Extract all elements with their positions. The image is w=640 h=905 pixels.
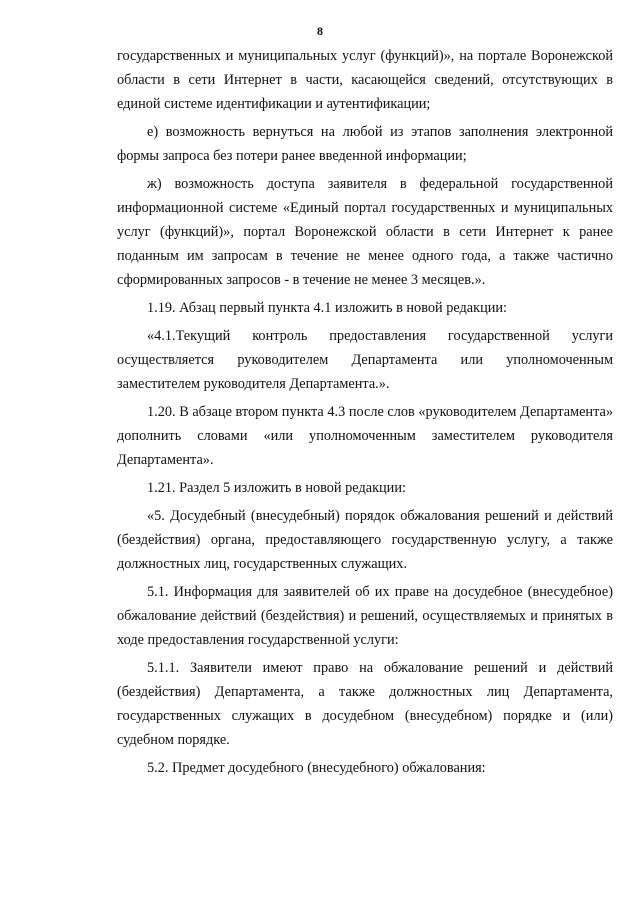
paragraph-4-1-text: «4.1.Текущий контроль предоставления государственной услуги осуществляется руководителем Департамента или уполномоченным заместителем руководителя Департамента.».	[117, 328, 613, 392]
document-body	[117, 44, 613, 784]
paragraph-1-20: 1.20. В абзаце втором пункта 4.3 после слов «руководителем Департамента» дополнить словами «или уполномоченным заместителем руководителя Департамента».	[117, 404, 613, 468]
paragraph-1-19: 1.19. Абзац первый пункта 4.1 изложить в новой редакции:	[147, 300, 508, 316]
paragraph-continuation: государственных и муниципальных услуг (функций)», на портале Воронежской области в сети Интернет в части, касающейся сведений, отсутствующих в единой системе идентификации и аутентификации;	[117, 48, 613, 112]
paragraph-section-5-title: «5. Досудебный (внесудебный) порядок обжалования решений и действий (бездействия) органа, предоставляющего государственную услугу, а также должностных лиц, государственных служащих.	[117, 508, 613, 572]
paragraph-5-1-1: 5.1.1. Заявители имеют право на обжалование решений и действий (бездействия) Департамента, а также должностных лиц Департамента, государственных служащих в досудебном (внесудебном) порядке и (или) судебном порядке.	[117, 660, 613, 748]
page-number: 8	[317, 24, 323, 38]
paragraph-5-1: 5.1. Информация для заявителей об их праве на досудебное (внесудебное) обжалование действий (бездействия) и решений, осуществляемых и принятых в ходе предоставления государственной услуги:	[117, 584, 613, 648]
paragraph-5-2: 5.2. Предмет досудебного (внесудебного) обжалования:	[147, 760, 486, 776]
paragraph-item-zh: ж) возможность доступа заявителя в федеральной государственной информационной системе «Единый портал государственных и муниципальных услуг (функций)», портал Воронежской области в сети Интернет к ранее поданным им запросам в течение не менее одного года, а также частично сформированных запросов - в течение не менее 3 месяцев.».	[117, 176, 613, 288]
paragraph-1-21: 1.21. Раздел 5 изложить в новой редакции:	[147, 480, 406, 496]
paragraph-item-e: е) возможность вернуться на любой из этапов заполнения электронной формы запроса без потери ранее введенной информации;	[117, 124, 613, 164]
